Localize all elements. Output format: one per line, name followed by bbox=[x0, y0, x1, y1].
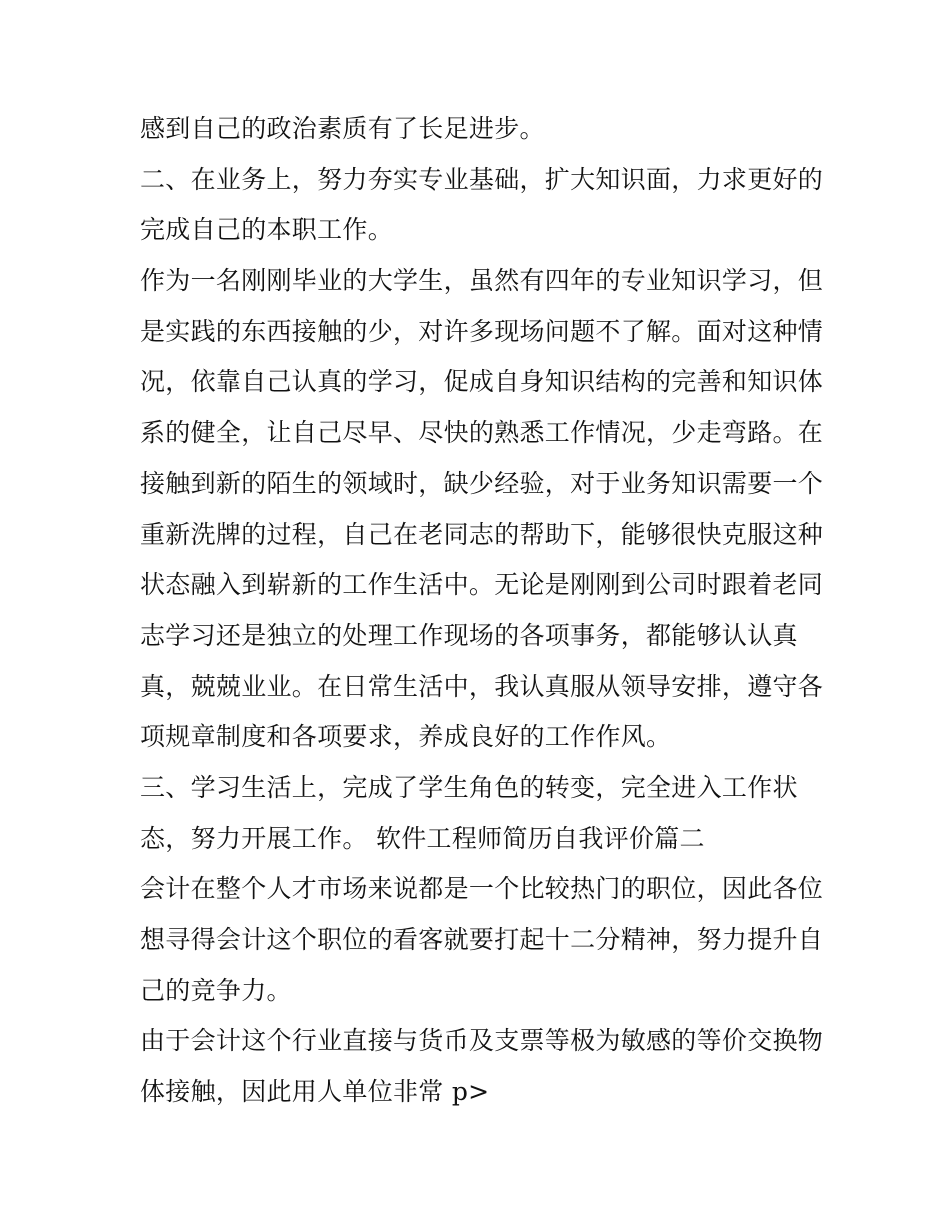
text-line: 会计在整个人才市场来说都是一个比较热门的职位，因此各位 bbox=[140, 874, 824, 904]
text-line: 完成自己的本职工作。 bbox=[140, 215, 394, 245]
text-line: 重新洗牌的过程，自己在老同志的帮助下，能够很快克服这种 bbox=[140, 519, 824, 549]
text-line: 是实践的东西接触的少，对许多现场问题不了解。面对这种情 bbox=[140, 316, 824, 346]
text-line: 状态融入到崭新的工作生活中。无论是刚刚到公司时跟着老同 bbox=[140, 570, 824, 600]
text-line: 作为一名刚刚毕业的大学生，虽然有四年的专业知识学习，但 bbox=[140, 266, 824, 296]
text-line: 系的健全，让自己尽早、尽快的熟悉工作情况，少走弯路。在 bbox=[140, 418, 824, 448]
text-line: 己的竞争力。 bbox=[140, 975, 292, 1005]
text-line: 由于会计这个行业直接与货币及支票等极为敏感的等价交换物 bbox=[140, 1026, 824, 1056]
text-line: 二、在业务上，努力夯实专业基础，扩大知识面，力求更好的 bbox=[140, 164, 824, 194]
text-line: 项规章制度和各项要求，养成良好的工作作风。 bbox=[140, 722, 672, 752]
text-line: 志学习还是独立的处理工作现场的各项事务，都能够认认真 bbox=[140, 620, 798, 650]
text-line: 况，依靠自己认真的学习，促成自身知识结构的完善和知识体 bbox=[140, 367, 824, 397]
text-line: 真，兢兢业业。在日常生活中，我认真服从领导安排，遵守各 bbox=[140, 671, 824, 701]
text-line: 体接触，因此用人单位非常 p> bbox=[140, 1077, 490, 1107]
text-line: 想寻得会计这个职位的看客就要打起十二分精神，努力提升自 bbox=[140, 925, 824, 954]
text-line: 感到自己的政治素质有了长足进步。 bbox=[140, 114, 545, 143]
document-body bbox=[140, 104, 824, 1118]
text-line: 三、学习生活上，完成了学生角色的转变，完全进入工作状 bbox=[140, 772, 798, 802]
text-line: 态，努力开展工作。 软件工程师简历自我评价篇二 bbox=[140, 823, 705, 853]
text-line: 接触到新的陌生的领域时，缺少经验，对于业务知识需要一个 bbox=[140, 468, 824, 498]
